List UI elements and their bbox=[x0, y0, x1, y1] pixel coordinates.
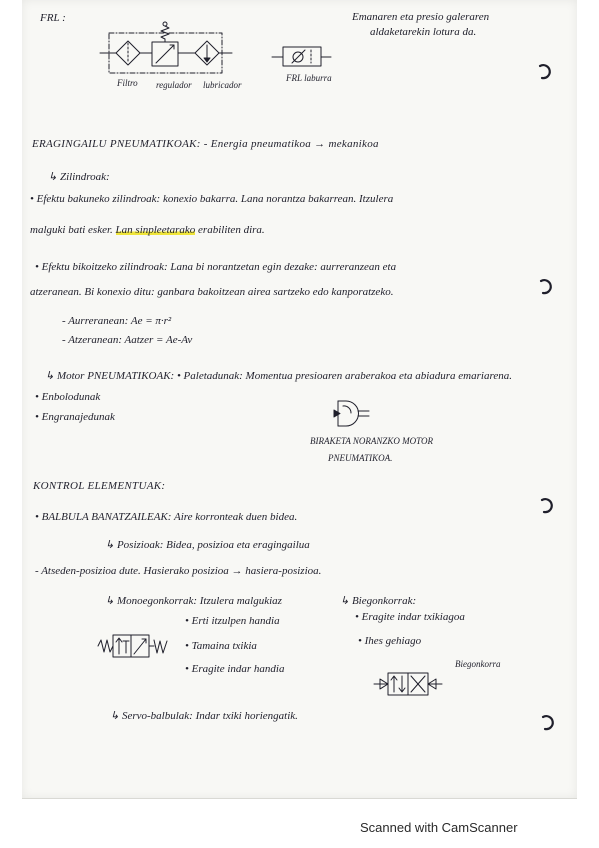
positions-line: ↳ Posizioak: Bidea, posizioa eta eragingailua bbox=[105, 539, 310, 551]
monostable-item: • Eragite indar handia bbox=[185, 663, 285, 675]
valves-line: • BALBULA BANATZAILEAK: Aire korronteak duen bidea. bbox=[35, 511, 298, 523]
regulator-symbol bbox=[152, 22, 178, 66]
monostable-heading: ↳ Monoegonkorrak: Itzulera malgukiaz bbox=[105, 595, 282, 607]
punch-hole-mark bbox=[541, 280, 551, 293]
monostable-item: • Tamaina txikia bbox=[185, 640, 257, 652]
frl-note-line2: aldaketarekin lotura da. bbox=[370, 26, 477, 38]
actuators-heading: ERAGINGAILU PNEUMATIKOAK: - Energia pneumatikoa → mekanikoa bbox=[32, 138, 379, 150]
motor-type-piston: • Enbolodunak bbox=[35, 391, 101, 403]
bistable-symbol-label: Biegonkorra bbox=[455, 659, 501, 669]
monostable-valve-symbol bbox=[98, 635, 167, 657]
bistable-item: • Eragite indar txikiagoa bbox=[355, 611, 465, 623]
bistable-heading: ↳ Biegonkorrak: bbox=[340, 595, 417, 607]
servo-valves-line: ↳ Servo-balbulak: Indar txiki horiengatik. bbox=[110, 710, 298, 722]
punch-hole-mark bbox=[543, 716, 553, 729]
cylinders-heading: ↳ Zilindroak: bbox=[48, 171, 110, 183]
punch-hole-marks bbox=[540, 65, 553, 729]
double-acting-line2: atzeranean. Bi konexio ditu: ganbara bakoitzean airea sartzeko edo kanporatzeko. bbox=[30, 286, 394, 298]
single-acting-line2-end: erabiliten dira. bbox=[195, 224, 265, 236]
backward-area-formula: - Atzeranean: Aatzer = Ae-Av bbox=[62, 334, 193, 346]
scanner-footer bbox=[0, 799, 599, 848]
punch-hole-mark bbox=[542, 499, 552, 512]
motor-symbol-label-line1: BIRAKETA NORANZKO MOTOR bbox=[310, 436, 434, 446]
single-acting-line2-start: malguki bati esker. bbox=[30, 224, 116, 236]
lubricator-label: lubricador bbox=[203, 80, 242, 90]
single-acting-line1: • Efektu bakuneko zilindroak: konexio bakarra. Lana norantza bakarrean. Itzulera bbox=[30, 193, 394, 205]
frl-heading: FRL : bbox=[40, 12, 66, 24]
bistable-valve-symbol bbox=[374, 673, 442, 695]
control-heading: KONTROL ELEMENTUAK: bbox=[33, 480, 166, 492]
bistable-item: • Ihes gehiago bbox=[358, 635, 422, 647]
regulator-label: regulador bbox=[156, 80, 192, 90]
pneumatic-motor-symbol bbox=[334, 401, 369, 426]
frl-short-label: FRL laburra bbox=[286, 73, 332, 83]
forward-area-formula: - Aurreranean: Ae = π·r² bbox=[62, 315, 172, 327]
motor-symbol-label-line2: PNEUMATIKOA. bbox=[328, 453, 393, 463]
frl-note-line1: Emanaren eta presio galeraren bbox=[352, 11, 490, 23]
lubricator-symbol bbox=[195, 41, 219, 65]
scanner-watermark: Scanned with CamScanner bbox=[360, 820, 518, 835]
rest-position-line: - Atseden-posizioa dute. Hasierako posizioa → hasiera-posizioa. bbox=[35, 565, 322, 577]
monostable-item: • Erti itzulpen handia bbox=[185, 615, 280, 627]
punch-hole-mark bbox=[540, 65, 550, 78]
filter-label: Filtro bbox=[117, 78, 138, 88]
double-acting-line1: • Efektu bikoitzeko zilindroak: Lana bi norantzetan egin dezake: aurreranzean eta bbox=[35, 261, 397, 273]
frl-short-symbol bbox=[272, 47, 331, 66]
highlighted-phrase: Lan sinpleetarako bbox=[115, 224, 196, 236]
motors-line: ↳ Motor PNEUMATIKOAK: • Paletadunak: Momentua presioaren araberakoa eta abiadura emariarena. bbox=[45, 370, 512, 382]
frl-symbol bbox=[100, 22, 232, 73]
filter-symbol bbox=[116, 41, 140, 65]
motor-type-gear: • Engranajedunak bbox=[35, 411, 115, 423]
